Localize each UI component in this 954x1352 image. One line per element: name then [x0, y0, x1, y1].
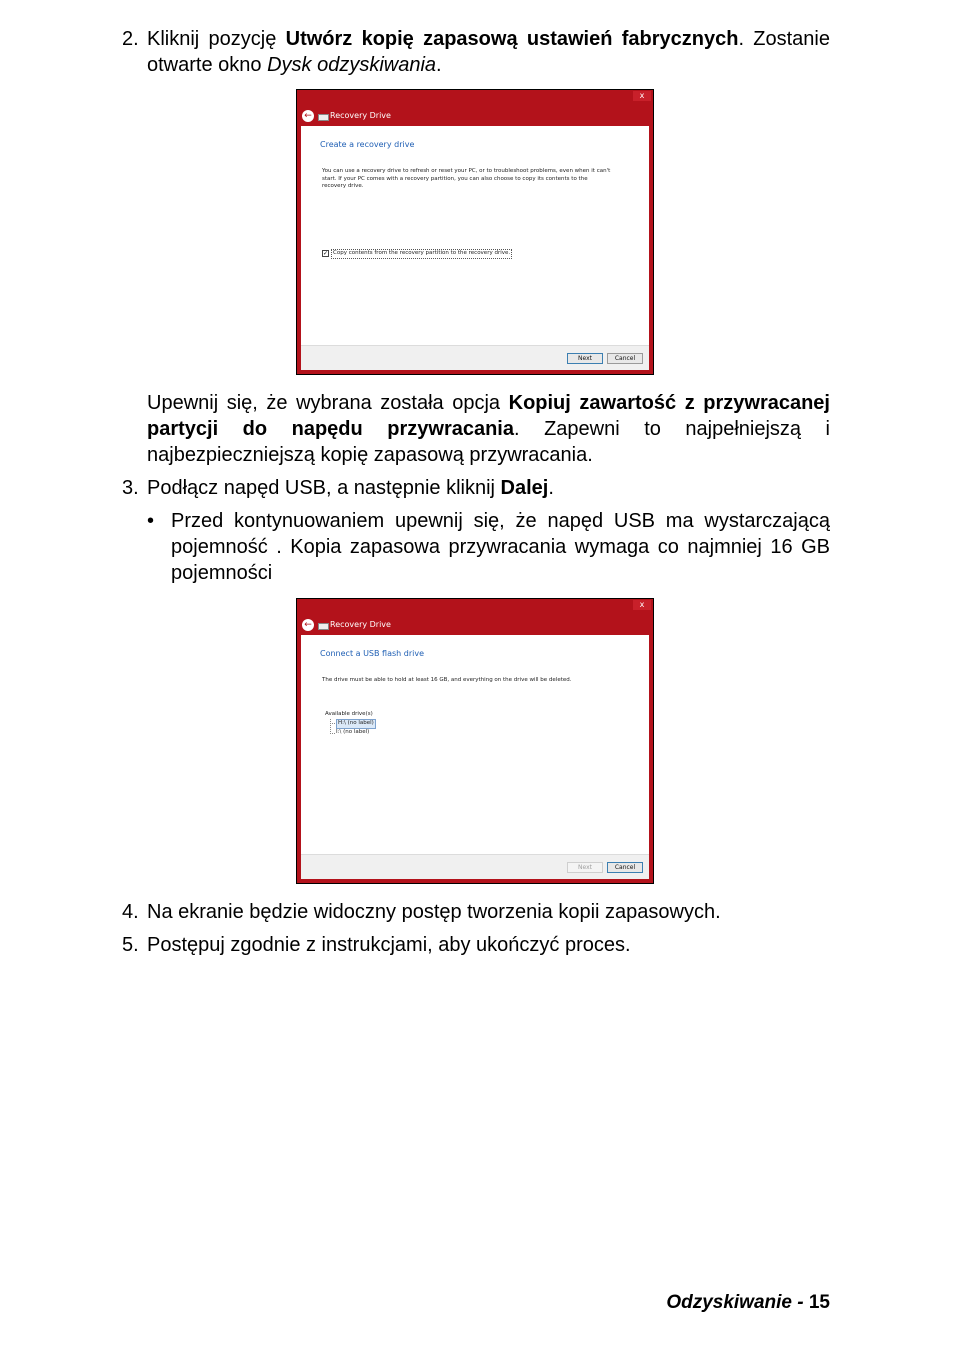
- available-drives-label: Available drive(s): [325, 711, 373, 717]
- drive-item[interactable]: I:\ (no label): [336, 729, 370, 735]
- drive-icon: [318, 114, 329, 121]
- tree-branch: [330, 733, 335, 734]
- step-2-text-after: . Zostanie otwarte okno: [147, 28, 830, 76]
- next-button[interactable]: Next: [567, 353, 603, 364]
- bullet-text: Przed kontynuowaniem upewnij się, że napęd USB ma wystarczającą pojemność . Kopia zapasowa przywracania wymaga co najmniej 16 GB pojemności: [171, 510, 830, 584]
- step-3-number: 3.: [122, 477, 139, 499]
- footer-section: Odzyskiwanie -: [666, 1292, 809, 1313]
- step-4-number: 4.: [122, 901, 139, 923]
- wizard-heading: Connect a USB flash drive: [320, 649, 424, 658]
- window-content: [301, 635, 649, 879]
- step-5-number: 5.: [122, 934, 139, 956]
- tree-branch: [330, 723, 335, 724]
- recovery-drive-screenshot-1: [296, 89, 654, 375]
- drive-icon: [318, 623, 329, 630]
- window-title: Recovery Drive: [330, 620, 391, 629]
- step-2-number: 2.: [122, 28, 139, 50]
- checkbox-label: Copy contents from the recovery partition to the recovery drive.: [331, 249, 512, 259]
- window-content: [301, 126, 649, 370]
- back-arrow-icon[interactable]: ←: [302, 619, 314, 631]
- close-icon[interactable]: x: [633, 600, 651, 610]
- page-footer: [666, 1291, 830, 1315]
- cancel-button[interactable]: Cancel: [607, 353, 643, 364]
- bullet-glyph: •: [147, 510, 155, 532]
- step-3-end: .: [548, 477, 554, 499]
- wizard-footer: [301, 345, 649, 370]
- step-3-text: [147, 475, 830, 501]
- option-text-before: Upewnij się, że wybrana została opcja: [147, 392, 509, 414]
- wizard-heading: Create a recovery drive: [320, 140, 415, 149]
- wizard-description: The drive must be able to hold at least 16 GB, and everything on the drive will be deleted.: [322, 677, 572, 683]
- option-bold: Kopiuj zawartość z przywracanej partycji do napędu przywracania: [147, 392, 830, 440]
- wizard-footer: [301, 854, 649, 879]
- step-2-italic: Dysk odzyskiwania: [267, 54, 437, 76]
- back-arrow-icon[interactable]: ←: [302, 110, 314, 122]
- step-2-text: [147, 26, 830, 78]
- copy-partition-checkbox[interactable]: ✓: [323, 250, 329, 257]
- option-paragraph: [147, 390, 830, 468]
- recovery-drive-screenshot-2: [296, 598, 654, 884]
- step-5-text: Postępuj zgodnie z instrukcjami, aby ukończyć proces.: [147, 934, 631, 956]
- step-2-bold: Utwórz kopię zapasową ustawień fabrycznych: [285, 28, 739, 50]
- step-2-text-before: Kliknij pozycję: [147, 28, 286, 50]
- step-4-text: Na ekranie będzie widoczny postęp tworzenia kopii zapasowych.: [147, 901, 721, 923]
- option-text-after: . Zapewni to najpełniejszą i najbezpieczniejszą kopię zapasową przywracania.: [147, 418, 831, 466]
- step-3-text-before: Podłącz napęd USB, a następnie kliknij: [147, 477, 501, 499]
- window-title: Recovery Drive: [330, 111, 391, 120]
- step-2-end: .: [436, 54, 442, 76]
- wizard-description: You can use a recovery drive to refresh or reset your PC, or to troubleshoot problems, even when it can't start. If your PC comes with a recovery partition, you can also choose to copy its contents to the recovery drive.: [322, 168, 611, 189]
- drive-item-selected[interactable]: H:\ (no label): [336, 719, 376, 729]
- step-3-bold: Dalej: [500, 477, 549, 499]
- page-number: 15: [808, 1292, 830, 1313]
- close-icon[interactable]: x: [633, 91, 651, 101]
- tree-connector: [330, 719, 331, 734]
- cancel-button[interactable]: Cancel: [607, 862, 643, 873]
- next-button[interactable]: Next: [567, 862, 603, 873]
